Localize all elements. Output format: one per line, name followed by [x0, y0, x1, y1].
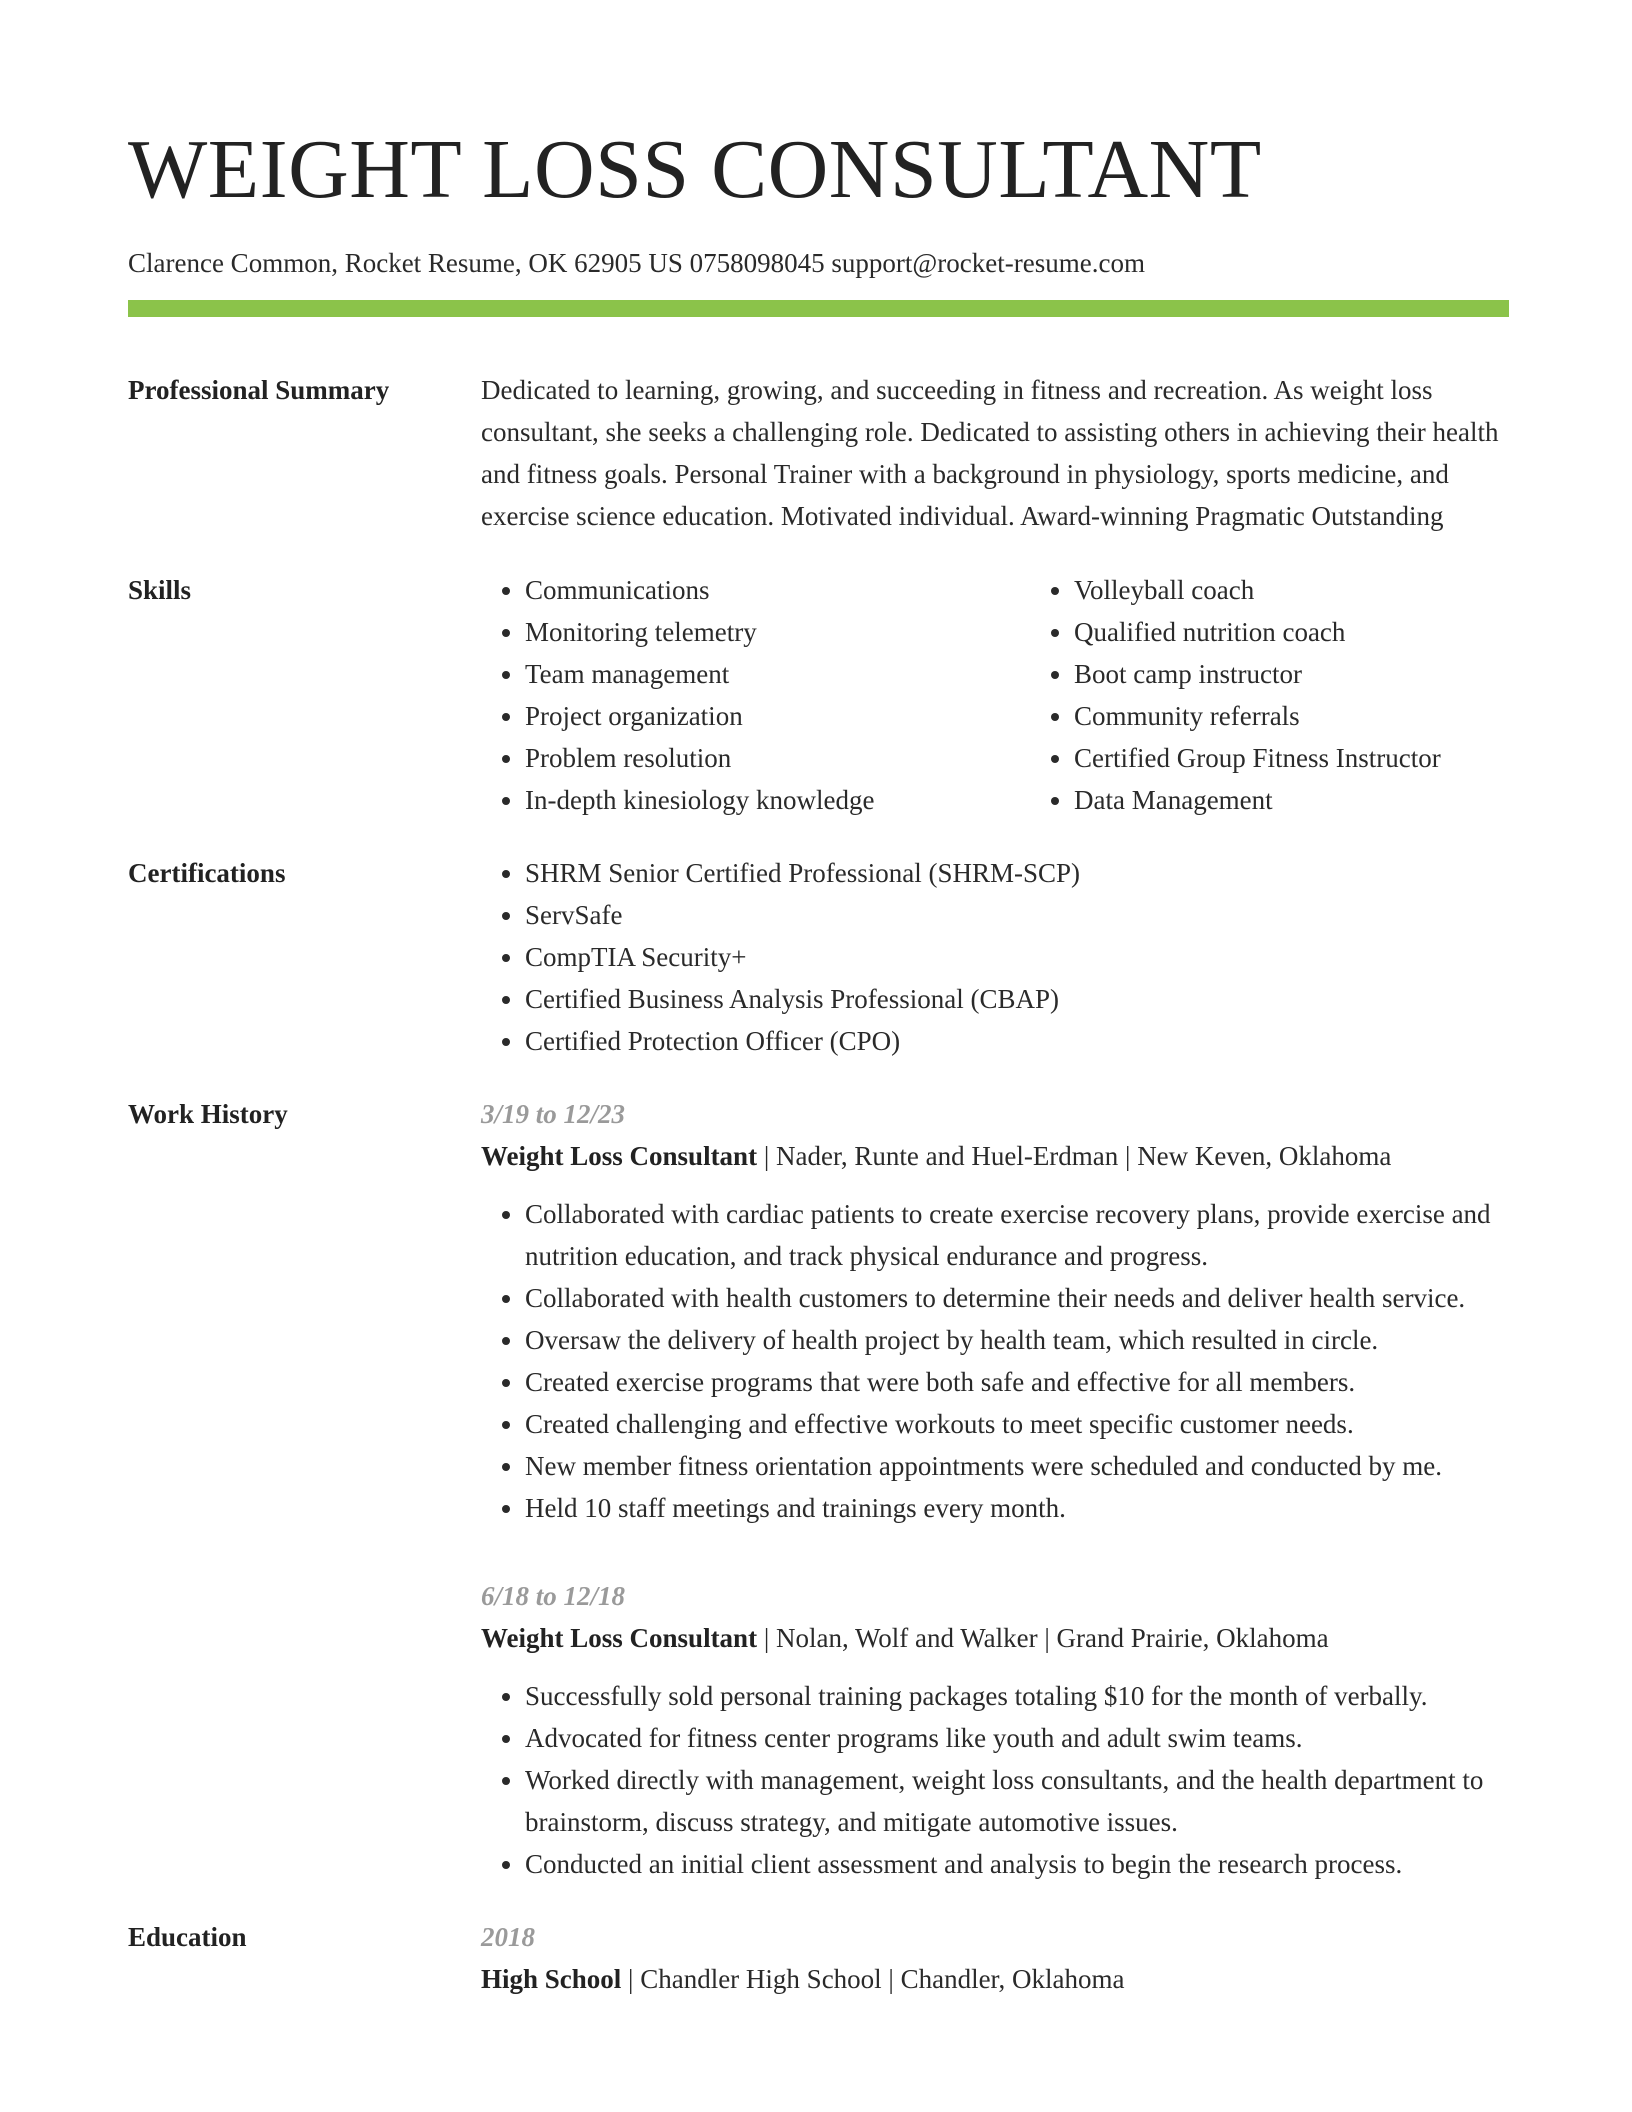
- job-bullet: • Collaborated with health customers to determine their needs and deliver health service.: [525, 1277, 1509, 1319]
- education-school: | Chandler High School | Chandler, Oklahoma: [621, 1964, 1125, 1994]
- job-title: Weight Loss Consultant: [481, 1623, 758, 1653]
- summary-section: [128, 369, 1509, 537]
- skill-item: • Data Management: [1074, 779, 1441, 821]
- skill-item: • In-depth kinesiology knowledge: [525, 779, 1030, 821]
- job-employer: | Nader, Runte and Huel-Erdman | New Keven, Oklahoma: [757, 1141, 1392, 1171]
- skill-item: • Boot camp instructor: [1074, 653, 1441, 695]
- skill-item: • Communications: [525, 569, 1030, 611]
- job-title: Weight Loss Consultant: [481, 1141, 758, 1171]
- job-bullets: [481, 1193, 1509, 1529]
- accent-divider: [128, 300, 1509, 317]
- skill-item: • Community referrals: [1074, 695, 1441, 737]
- job-dates: 3/19 to 12/23: [481, 1099, 626, 1129]
- contact-info: Clarence Common, Rocket Resume, OK 62905 US 0758098045 support@rocket-resume.com: [128, 248, 1145, 278]
- skill-item: • Project organization: [525, 695, 1030, 737]
- certification-item: • ServSafe: [525, 894, 1509, 936]
- summary-text: Dedicated to learning, growing, and succeeding in fitness and recreation. As weight loss consultant, she seeks a challenging role. Dedicated to assisting others in achieving their health and fitness goals. Personal Trainer with a background in physiology, sports medicine, and exercise science education. Motivated individual. Award-winning Pragmatic Outstanding: [481, 375, 1499, 531]
- certifications-label: Certifications: [128, 858, 286, 888]
- job-bullet: • Created exercise programs that were both safe and effective for all members.: [525, 1361, 1509, 1403]
- skill-item: • Problem resolution: [525, 737, 1030, 779]
- skill-item: • Volleyball coach: [1074, 569, 1441, 611]
- certification-item: • Certified Protection Officer (CPO): [525, 1020, 1509, 1062]
- certifications-list: [481, 852, 1509, 1062]
- job-bullet: • New member fitness orientation appointments were scheduled and conducted by me.: [525, 1445, 1509, 1487]
- certification-item: • SHRM Senior Certified Professional (SHRM-SCP): [525, 852, 1509, 894]
- education-degree: High School: [481, 1964, 622, 1994]
- resume-title: WEIGHT LOSS CONSULTANT: [128, 123, 1262, 216]
- job-bullet: • Conducted an initial client assessment and analysis to begin the research process.: [525, 1843, 1509, 1885]
- education-heading: [481, 1958, 1509, 2000]
- work-history-section: [128, 1093, 1509, 1885]
- job-bullet: • Successfully sold personal training packages totaling $10 for the month of verbally.: [525, 1675, 1509, 1717]
- certification-item: • CompTIA Security+: [525, 936, 1509, 978]
- certifications-section: [128, 852, 1509, 1062]
- skills-list-right: [1030, 569, 1441, 821]
- skill-item: • Certified Group Fitness Instructor: [1074, 737, 1441, 779]
- job-bullet: • Advocated for fitness center programs like youth and adult swim teams.: [525, 1717, 1509, 1759]
- education-label: Education: [128, 1922, 247, 1952]
- skill-item: • Team management: [525, 653, 1030, 695]
- job-bullet: • Created challenging and effective workouts to meet specific customer needs.: [525, 1403, 1509, 1445]
- skill-item: • Qualified nutrition coach: [1074, 611, 1441, 653]
- certification-item: • Certified Business Analysis Professional (CBAP): [525, 978, 1509, 1020]
- job-bullet: • Worked directly with management, weight loss consultants, and the health department to brainstorm, discuss strategy, and mitigate automotive issues.: [525, 1759, 1509, 1843]
- work-history-label: Work History: [128, 1099, 288, 1129]
- job-bullet: • Oversaw the delivery of health project by health team, which resulted in circle.: [525, 1319, 1509, 1361]
- job-heading: [481, 1135, 1509, 1177]
- job-entry: [481, 1575, 1509, 1885]
- summary-label: Professional Summary: [128, 375, 390, 405]
- skills-section: [128, 569, 1509, 821]
- job-entry: [481, 1093, 1509, 1529]
- job-dates: 6/18 to 12/18: [481, 1581, 626, 1611]
- education-date: 2018: [481, 1922, 535, 1952]
- job-employer: | Nolan, Wolf and Walker | Grand Prairie, Oklahoma: [757, 1623, 1329, 1653]
- skills-label: Skills: [128, 575, 192, 605]
- job-heading: [481, 1617, 1509, 1659]
- job-bullet: • Held 10 staff meetings and trainings every month.: [525, 1487, 1509, 1529]
- resume-page: [128, 0, 1509, 2000]
- skill-item: • Monitoring telemetry: [525, 611, 1030, 653]
- skills-list-left: [481, 569, 1030, 821]
- education-section: [128, 1916, 1509, 2000]
- job-bullet: • Collaborated with cardiac patients to create exercise recovery plans, provide exercise and nutrition education, and track physical endurance and progress.: [525, 1193, 1509, 1277]
- job-bullets: [481, 1675, 1509, 1885]
